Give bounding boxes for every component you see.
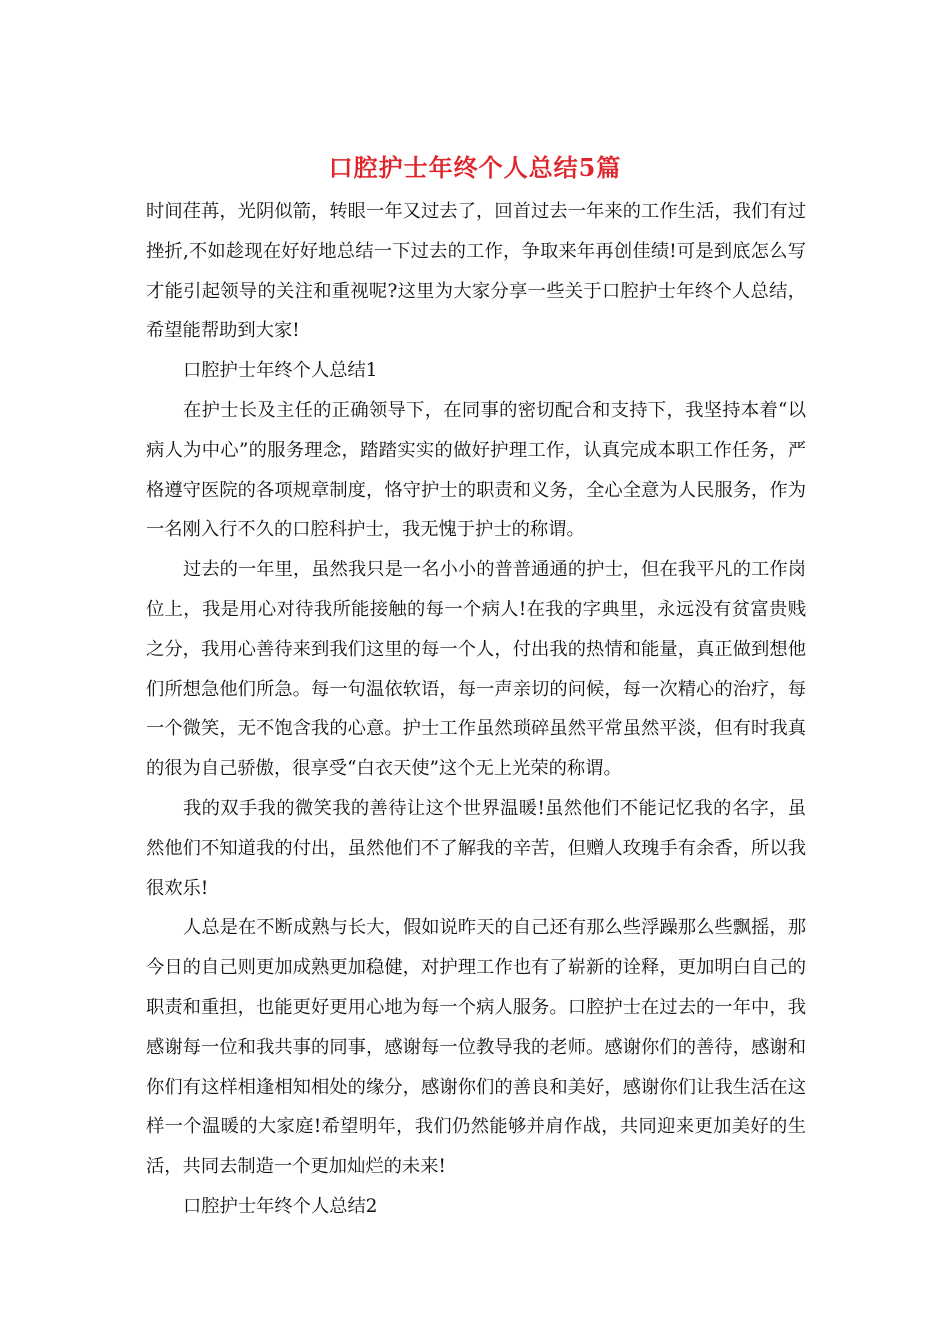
section-heading-1: 口腔护士年终个人总结1 [183,360,378,382]
body-paragraph: 人总是在不断成熟与长大，假如说昨天的自己还有那么些浮躁那么些飘摇，那今日的自己则更加成熟更加稳健，对护理工作也有了崭新的诠释，更加明白自己的职责和重担，也能更好更用心地为每一个病人服务。口腔护士在过去的一年中，我感谢每一位和我共事的同事，感谢每一位教导我的老师。感谢你们的善待，感谢和你们有这样相逢相知相处的缘分，感谢你们的善良和美好，感谢你们让我生活在这样一个温暖的大家庭!希望明年，我们仍然能够并肩作战，共同迎来更加美好的生活，共同去制造一个更加灿烂的未来! [146,917,806,1178]
section-heading-2: 口腔护士年终个人总结2 [183,1195,378,1217]
body-paragraph: 过去的一年里，虽然我只是一名小小的普普通通的护士，但在我平凡的工作岗位上，我是用心对待我所能接触的每一个病人!在我的字典里，永远没有贫富贵贱之分，我用心善待来到我们这里的每一个人，付出我的热情和能量，真正做到想他们所想急他们所急。每一句温依软语，每一声亲切的问候，每一次精心的治疗，每一个微笑，无不饱含我的心意。护士工作虽然琐碎虽然平常虽然平淡，但有时我真的很为自己骄傲，很享受“白衣天使”这个无上光荣的称谓。 [146,559,806,780]
document-body [146,192,806,1227]
document-title: 口腔护士年终个人总结5篇 [328,153,622,182]
body-paragraph: 我的双手我的微笑我的善待让这个世界温暖!虽然他们不能记忆我的名字，虽然他们不知道我的付出，虽然他们不了解我的辛苦，但赠人玫瑰手有余香，所以我很欢乐! [146,797,806,899]
intro-paragraph: 时间荏苒，光阴似箭，转眼一年又过去了，回首过去一年来的工作生活，我们有过挫折,不如趁现在好好地总结一下过去的工作，争取来年再创佳绩!可是到底怎么写才能引起领导的关注和重视呢?这里为大家分享一些关于口腔护士年终个人总结，希望能帮助到大家! [146,201,806,342]
body-paragraph: 在护士长及主任的正确领导下，在同事的密切配合和支持下，我坚持本着“以病人为中心”的服务理念，踏踏实实的做好护理工作，认真完成本职工作任务，严格遵守医院的各项规章制度，恪守护士的职责和义务，全心全意为人民服务，作为一名刚入行不久的口腔科护士，我无愧于护士的称谓。 [146,399,806,541]
